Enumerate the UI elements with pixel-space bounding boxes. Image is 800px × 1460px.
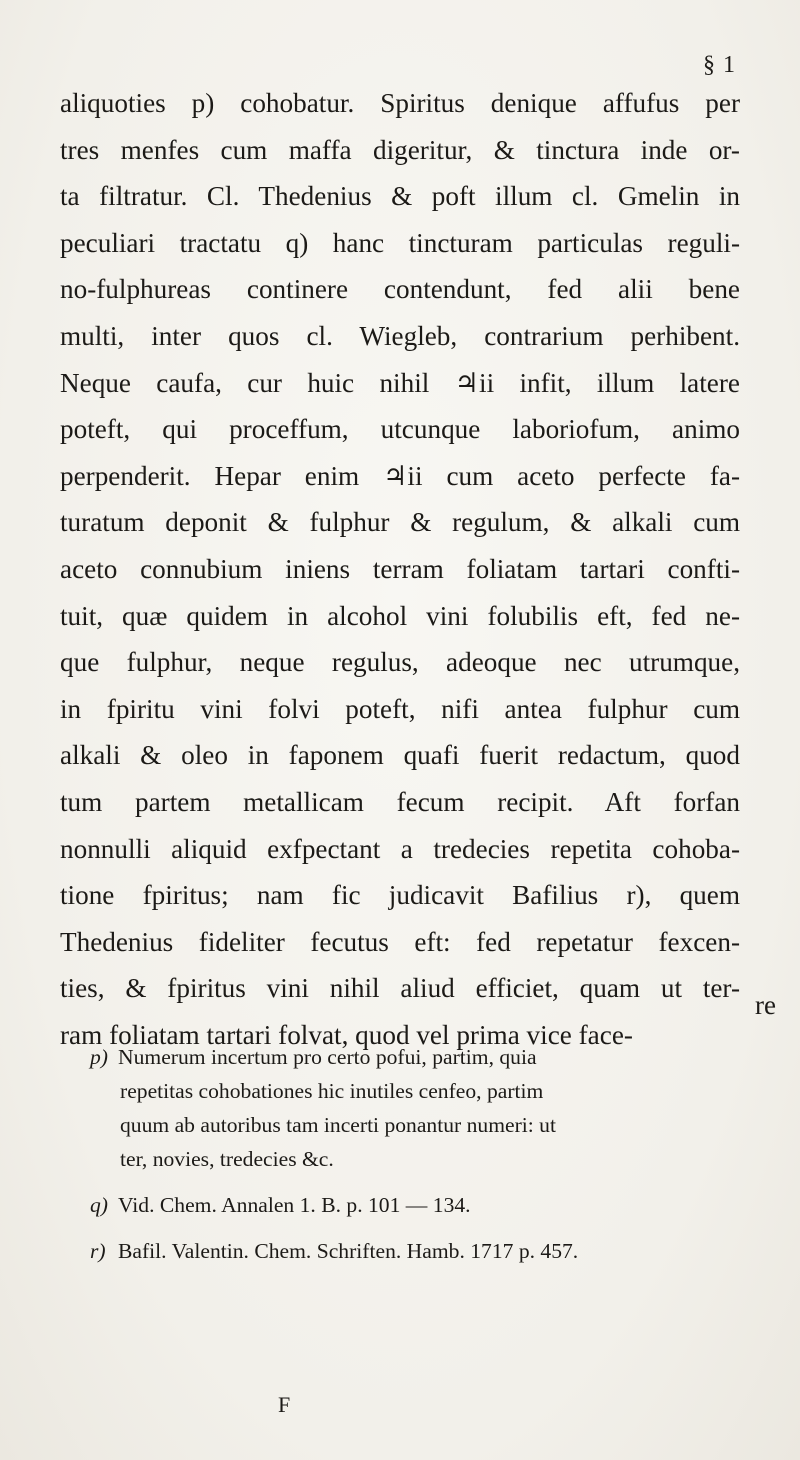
footnote-marker: p) — [90, 1045, 108, 1069]
main-text-block — [60, 80, 790, 1058]
text-line: turatum deponit & fulphur & regulum, & alkali cum — [60, 507, 740, 538]
text-line: alkali & oleo in faponem quafi fuerit redactum, quod — [60, 740, 740, 771]
footnotes — [90, 1040, 780, 1268]
footnote-marker: q) — [90, 1193, 108, 1217]
text-line: tuit, quæ quidem in alcohol vini folubilis eft, fed ne- — [60, 600, 740, 631]
footnote-marker: r) — [90, 1239, 106, 1263]
footnote-p — [90, 1040, 780, 1074]
text-line: perpenderit. Hepar enim ♃ii cum aceto perfecte fa- — [60, 460, 740, 491]
text-line: tres menfes cum maffa digeritur, & tinctura inde or- — [60, 134, 740, 165]
text-line: peculiari tractatu q) hanc tincturam particulas reguli- — [60, 227, 740, 258]
text-line: no-fulphureas continere contendunt, fed alii bene — [60, 274, 740, 305]
text-line: que fulphur, neque regulus, adeoque nec utrumque, — [60, 647, 740, 678]
text-line: ties, & fpiritus vini nihil aliud efficiet, quam ut ter- — [60, 973, 740, 1004]
footnote-text: Vid. Chem. Annalen 1. B. p. 101 — 134. — [118, 1193, 471, 1217]
text-line: nonnulli aliquid exfpectant a tredecies repetita cohoba- — [60, 833, 740, 864]
footnote-text: ter, novies, tredecies &c. — [120, 1147, 334, 1171]
text-line: aliquoties p) cohobatur. Spiritus denique affufus per — [60, 88, 740, 118]
footnote-text: repetitas cohobationes hic inutiles cenfeo, partim — [120, 1079, 544, 1103]
text-line: poteft, qui proceffum, utcunque laboriofum, animo — [60, 414, 740, 445]
footnote-text: quum ab autoribus tam incerti ponantur numeri: ut — [120, 1113, 556, 1137]
text-line: ta filtratur. Cl. Thedenius & poft illum cl. Gmelin in — [60, 181, 740, 212]
text-line: in fpiritu vini folvi poteft, nifi antea fulphur cum — [60, 693, 740, 724]
footnote-r — [90, 1234, 780, 1268]
text-line: ram foliatam tartari folvat, quod vel prima vice face- — [60, 1019, 633, 1050]
footnote-q — [90, 1188, 780, 1222]
signature-mark: F — [278, 1392, 291, 1417]
text-line: tione fpiritus; nam fic judicavit Bafilius r), quem — [60, 880, 740, 911]
footnote-text: Bafil. Valentin. Chem. Schriften. Hamb. 1717 p. 457. — [118, 1239, 579, 1263]
text-line: Neque caufa, cur huic nihil ♃ii infit, illum latere — [60, 367, 740, 398]
footnote-text: Numerum incertum pro certo pofui, partim, quia — [118, 1045, 537, 1069]
text-line: multi, inter quos cl. Wiegleb, contrarium perhibent. — [60, 320, 740, 351]
text-line: Thedenius fideliter fecutus eft: fed repetatur fexcen- — [60, 926, 740, 957]
text-line: tum partem metallicam fecum recipit. Aft forfan — [60, 786, 740, 817]
catchword: re — [755, 990, 776, 1020]
page-number: § 1 — [703, 52, 736, 78]
text-line: aceto connubium iniens terram foliatam tartari confti- — [60, 553, 740, 584]
